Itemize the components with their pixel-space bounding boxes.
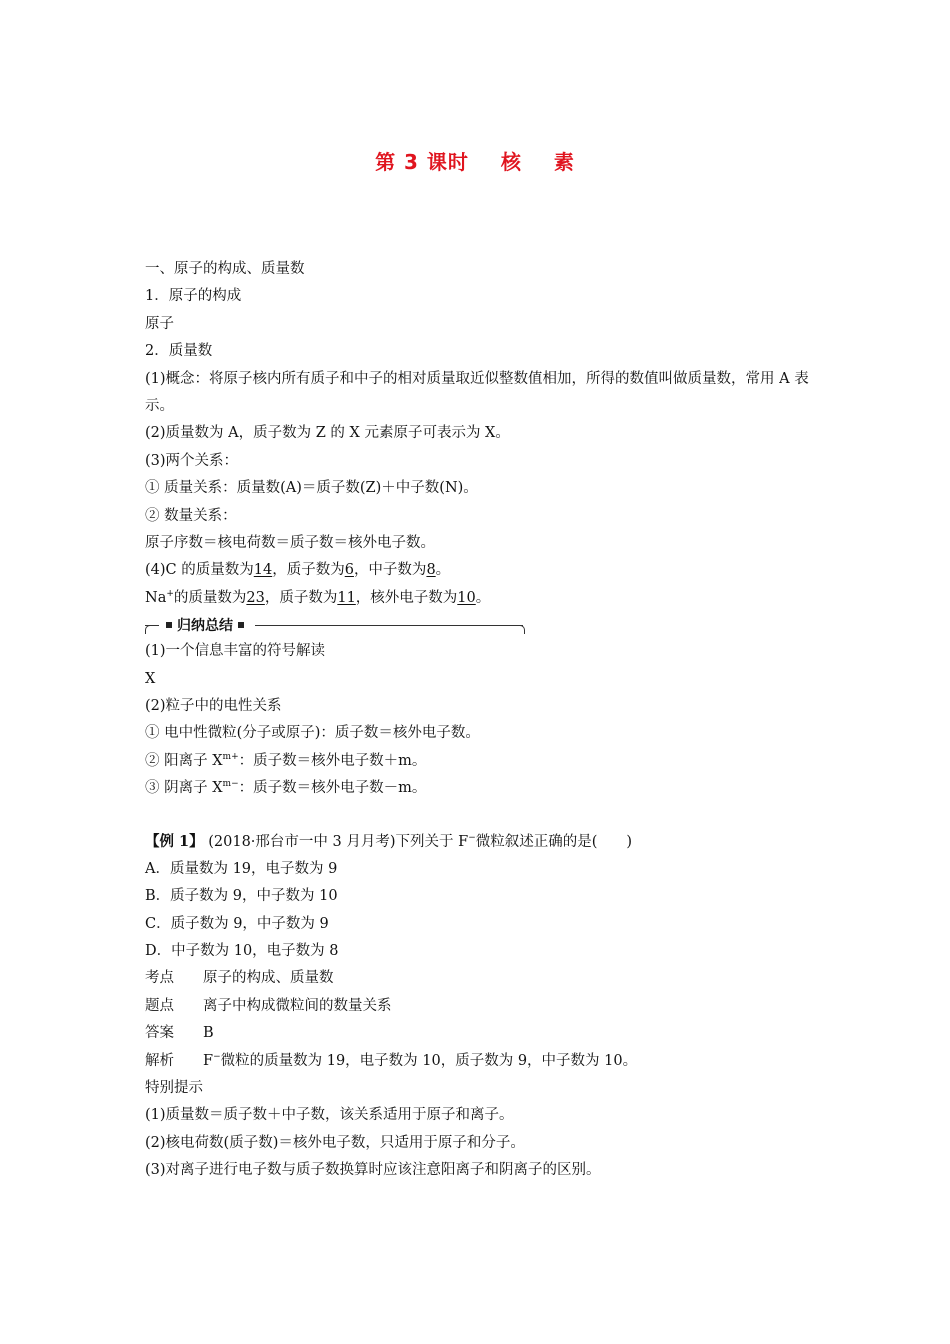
subheading-atom-structure: 1．原子的构成 xyxy=(145,288,242,305)
option-b: B．质子数为 9，中子数为 10 xyxy=(145,888,338,905)
example-tag: 【例 1】 xyxy=(145,833,204,851)
sodium-text-3: ，核外电子数为 xyxy=(355,589,458,606)
special-tip-3: (3)对离子进行电子数与质子数换算时应该注意阳离子和阴离子的区别。 xyxy=(145,1162,601,1179)
square-bullet-icon xyxy=(166,622,172,628)
main-content xyxy=(145,256,815,1185)
sodium-text-2: ，质子数为 xyxy=(264,589,338,606)
special-tip-1: (1)质量数＝质子数＋中子数，该关系适用于原子和离子。 xyxy=(145,1107,514,1124)
option-c: C．质子数为 9，中子数为 9 xyxy=(145,915,329,932)
carbon-text-3: ，中子数为 xyxy=(353,562,427,579)
anion-text-2: ：质子数＝核外电子数－m。 xyxy=(238,780,427,797)
neutral-particle-relation: ① 电中性微粒(分子或原子)：质子数＝核外电子数。 xyxy=(145,725,480,742)
symbol-x: X xyxy=(145,670,156,687)
answer-row xyxy=(145,1020,815,1047)
carbon-text-2: ，质子数为 xyxy=(272,562,345,579)
symbol-interpretation: (1)一个信息丰富的符号解读 xyxy=(145,643,326,660)
section-heading: 一、原子的构成、质量数 xyxy=(145,261,305,277)
sodium-electron-number: 10 xyxy=(457,589,476,606)
special-tip-2: (2)核电荷数(质子数)＝核外电子数，只适用于原子和分子。 xyxy=(145,1134,525,1151)
banner-left-cap xyxy=(145,625,152,634)
sodium-charge: + xyxy=(166,588,174,599)
carbon-proton-number: 6 xyxy=(344,562,354,579)
anion-text-1: ③ 阴离子 X xyxy=(145,780,223,797)
jiexi-row xyxy=(145,1048,815,1075)
jiexi-text-1: F xyxy=(203,1052,214,1069)
mass-number-concept: (1)概念：将原子核内所有质子和中子的相对质量取近似整数值相加，所得的数值叫做质量数，常用 A 表示。 xyxy=(145,370,809,414)
summary-label xyxy=(159,615,255,635)
question-text-1: (2018·邢台市一中 3 月月考)下列关于 F xyxy=(208,834,469,851)
anion-charge: m− xyxy=(222,779,239,790)
subheading-mass-number: 2．质量数 xyxy=(145,343,213,360)
special-tip-heading: 特别提示 xyxy=(145,1079,203,1096)
carbon-example xyxy=(145,557,815,584)
carbon-text-1: (4)C 的质量数为 xyxy=(145,562,254,579)
kaodian-row xyxy=(145,965,815,992)
answer-label: 答案 xyxy=(145,1025,174,1042)
kaodian-label: 考点 xyxy=(145,970,174,987)
carbon-neutron-number: 8 xyxy=(426,562,436,579)
electrical-relation-heading: (2)粒子中的电性关系 xyxy=(145,697,282,714)
carbon-mass-number: 14 xyxy=(253,562,273,579)
lesson-title xyxy=(0,146,950,175)
sodium-text-4: 。 xyxy=(475,589,491,606)
jiexi-label: 解析 xyxy=(145,1052,174,1069)
option-d: D．中子数为 10，电子数为 8 xyxy=(145,943,339,960)
lesson-title-number: 第 3 课时 xyxy=(375,150,469,174)
square-bullet-icon xyxy=(238,622,244,628)
summary-banner xyxy=(145,614,525,638)
tidian-row xyxy=(145,993,815,1020)
tidian-value: 离子中构成微粒间的数量关系 xyxy=(203,997,392,1014)
number-relation-heading: ② 数量关系： xyxy=(145,507,237,524)
summary-title: 归纳总结 xyxy=(177,618,233,635)
option-a: A．质量数为 19，电子数为 9 xyxy=(145,860,338,877)
sodium-ion-example xyxy=(145,585,815,612)
mass-number-notation: (2)质量数为 A，质子数为 Z 的 X 元素原子可表示为 X。 xyxy=(145,425,510,442)
carbon-text-4: 。 xyxy=(435,562,451,579)
lesson-title-word2: 素 xyxy=(553,150,575,174)
kaodian-value: 原子的构成、质量数 xyxy=(203,970,334,987)
cation-text-2: ：质子数＝核外电子数＋m。 xyxy=(238,752,427,769)
sodium-mass-number: 23 xyxy=(246,589,265,606)
sodium-proton-number: 11 xyxy=(337,589,356,606)
cation-text-1: ② 阳离子 X xyxy=(145,752,223,769)
question-text-2: 微粒叙述正确的是( ) xyxy=(475,834,633,851)
question-charge: − xyxy=(468,833,476,844)
anion-relation xyxy=(145,775,815,802)
number-relation: 原子序数＝核电荷数＝质子数＝核外电子数。 xyxy=(145,534,435,551)
sodium-symbol: Na xyxy=(145,589,167,606)
jiexi-charge: − xyxy=(213,1051,221,1062)
sodium-text-1: 的质量数为 xyxy=(173,589,247,606)
answer-value: B xyxy=(203,1025,214,1042)
tidian-label: 题点 xyxy=(145,997,174,1014)
cation-charge: m+ xyxy=(222,751,239,762)
mass-relation: ① 质量关系：质量数(A)＝质子数(Z)＋中子数(N)。 xyxy=(145,480,478,497)
example-question xyxy=(145,828,815,855)
jiexi-text-2: 微粒的质量数为 19，电子数为 10，质子数为 9，中子数为 10。 xyxy=(220,1052,638,1069)
atom-label: 原子 xyxy=(145,315,174,332)
two-relations-heading: (3)两个关系： xyxy=(145,452,239,469)
banner-right-cap xyxy=(518,625,525,634)
cation-relation xyxy=(145,748,815,775)
lesson-title-word1: 核 xyxy=(500,150,522,174)
